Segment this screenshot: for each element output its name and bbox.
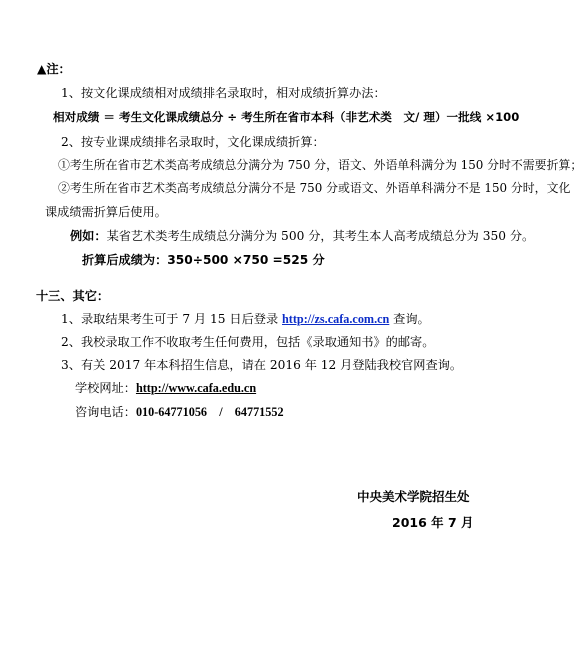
note-sub-1: ①考生所在省市艺术类高考成绩总分满分为 750 分，语文、外语单科满分为 150 分时不需要折算； (58, 158, 583, 172)
phone-label: 咨询电话： (75, 405, 136, 419)
example-text: 某省艺术类考生成绩总分满分为 500 分，其考生本人高考成绩总分为 350 分。 (106, 229, 535, 243)
example-label: 例如： (70, 229, 107, 243)
note-sub-2a: ②考生所在省市艺术类高考成绩总分满分不是 750 分或语文、外语单科满分不是 150 分时，文化 (58, 181, 571, 195)
other-item-1-suffix: 查询。 (389, 312, 430, 326)
other-item-2: 2、我校录取工作不收取考生任何费用，包括《录取通知书》的邮寄。 (61, 335, 435, 349)
note-heading: ▲注： (37, 62, 71, 76)
note-sub-2b: 课成绩需折算后使用。 (45, 205, 167, 219)
website-link[interactable]: http://www.cafa.edu.cn (135, 381, 257, 395)
website-label: 学校网址： (75, 381, 136, 395)
note-item-2: 2、按专业课成绩排名录取时，文化课成绩折算： (61, 135, 325, 149)
other-item-1-prefix: 1、录取结果考生可于 7 月 15 日后登录 (61, 312, 283, 326)
example-line (70, 228, 534, 244)
other-item-1 (61, 311, 430, 327)
phone-line (75, 404, 284, 420)
other-heading: 十三、其它： (36, 289, 110, 303)
website-line (75, 380, 256, 396)
signature-date: 2016 年 7 月 (392, 515, 474, 530)
signature-org: 中央美术学院招生处 (357, 489, 470, 504)
formula-line: 相对成绩 ＝ 考生文化课成绩总分 ÷ 考生所在省市本科（非艺术类 文/ 理）一批线 ×100 (53, 110, 520, 124)
result-query-link[interactable]: http://zs.cafa.com.cn (282, 312, 390, 326)
phone-value: 010-64771056 / 64771552 (135, 405, 284, 419)
note-item-1: 1、按文化课成绩相对成绩排名录取时，相对成绩折算办法： (61, 86, 386, 100)
result-line: 折算后成绩为：350÷500 ×750 =525 分 (82, 253, 325, 267)
other-item-3: 3、有关 2017 年本科招生信息，请在 2016 年 12 月登陆我校官网查询。 (61, 358, 463, 372)
